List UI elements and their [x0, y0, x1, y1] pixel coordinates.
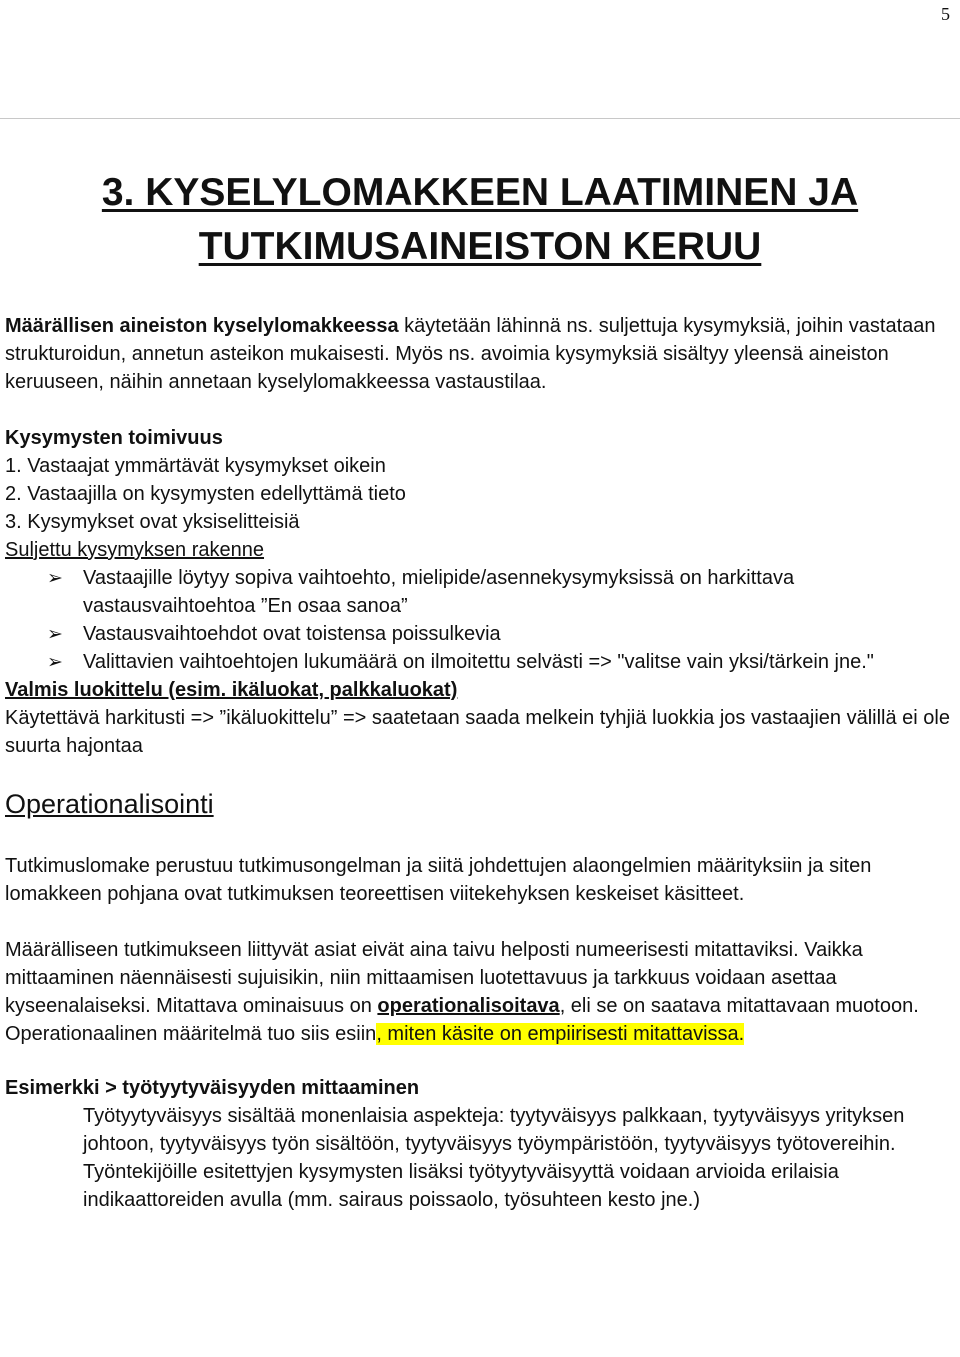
chapter-heading-line2: TUTKIMUSAINEISTON KERUU — [198, 225, 762, 268]
intro-paragraph — [5, 312, 955, 396]
kysymysten-title: Kysymysten toimivuus — [5, 427, 223, 449]
intro-bold-lead: Määrällisen aineiston kyselylomakkeessa — [5, 315, 399, 337]
operationalisointi-para1: Tutkimuslomake perustuu tutkimusongelman ja siitä johdettujen alaongelmien määrityksiin ja siten lomakkeen pohjana ovat tutkimuksen teoreettisen viitekehyksen keskeiset käsitteet. — [5, 855, 872, 905]
highlighted-text: , miten käsite on empiirisesti mitattavissa. — [376, 1023, 745, 1045]
para2-text-a: Määrälliseen tutkimukseen liittyvät asiat eivät aina taivu helposti numeerisesti mitattaviksi. Vaikka mittaaminen näennäisesti sujuisikin, niin mittaamisen luotettavuus ja tarkkuus voidaan asettaa kyseenalaiseksi. Mitattava ominaisuus on — [5, 939, 863, 1017]
list-item — [5, 620, 955, 648]
list-item — [5, 648, 955, 676]
valmis-title: Valmis luokittelu (esim. ikäluokat, palkkaluokat) — [5, 679, 458, 701]
suljettu-title: Suljettu kysymyksen rakenne — [5, 539, 265, 561]
list-item — [5, 564, 955, 620]
esimerkki-text: Työtyytyväisyys sisältää monenlaisia aspekteja: tyytyväisyys palkkaan, tyytyväisyys yrityksen johtoon, tyytyväisyys työn sisältöön, tyytyväisyys työympäristöön, tyytyväisyys työtovereihin. Työntekijöille esitettyjen kysymysten lisäksi työtyytyväisyyttä voidaan arvioida erilaisia indikaattoreiden avulla (mm. sairaus poissaolo, työsuhteen kesto jne.) — [83, 1105, 905, 1211]
para2-text-b: , eli se on saatava mitattavaan muotoon. Operationaalinen määritelmä tuo siis esiin — [5, 995, 919, 1045]
operationalisoitava-term: operationalisoitava — [377, 995, 560, 1017]
valmis-section — [5, 676, 955, 760]
kysymysten-item-2: 2. Vastaajilla on kysymysten edellyttämä tieto — [5, 483, 406, 505]
esimerkki-title: Esimerkki > työtyytyväisyyden mittaaminen — [5, 1077, 420, 1099]
chapter-heading — [0, 166, 960, 274]
suljettu-bullet-2: Vastausvaihtoehdot ovat toistensa poissulkevia — [83, 623, 501, 645]
suljettu-bullet-1: Vastaajille löytyy sopiva vaihtoehto, mielipide/asennekysymyksissä on harkittava vastausvaihtoehtoa ”En osaa sanoa” — [83, 567, 795, 617]
kysymysten-toimivuus-section — [5, 424, 955, 536]
page-number: 5 — [941, 4, 950, 24]
valmis-text: Käytettävä harkitusti => ”ikäluokittelu” => saatetaan saada melkein tyhjiä luokkia jos vastaajien välillä ei ole suurta hajontaa — [5, 707, 950, 757]
arrow-bullet-icon: ➢ — [47, 652, 63, 673]
header-divider — [0, 118, 960, 119]
suljettu-bullet-3: Valittavien vaihtoehtojen lukumäärä on ilmoitettu selvästi => "valitse vain yksi/tärkein jne." — [83, 651, 874, 673]
kysymysten-item-1: 1. Vastaajat ymmärtävät kysymykset oikein — [5, 455, 386, 477]
chapter-heading-line1: 3. KYSELYLOMAKKEEN LAATIMINEN JA — [101, 171, 859, 214]
kysymysten-item-3: 3. Kysymykset ovat yksiselitteisiä — [5, 511, 300, 533]
operationalisointi-section — [5, 786, 955, 1048]
document-body — [5, 312, 955, 1214]
esimerkki-section — [5, 1074, 955, 1214]
arrow-bullet-icon: ➢ — [47, 624, 63, 645]
operationalisointi-title: Operationalisointi — [5, 789, 214, 819]
suljettu-section — [5, 536, 955, 676]
arrow-bullet-icon: ➢ — [47, 568, 63, 589]
suljettu-list — [5, 564, 955, 676]
intro-text: käytetään lähinnä ns. suljettuja kysymyksiä, joihin vastataan strukturoidun, annetun asteikon mukaisesti. Myös ns. avoimia kysymyksiä sisältyy yleensä aineiston keruuseen, näihin annetaan kyselylomakkeessa vastaustilaa. — [5, 315, 936, 393]
operationalisointi-para2 — [5, 936, 955, 1048]
